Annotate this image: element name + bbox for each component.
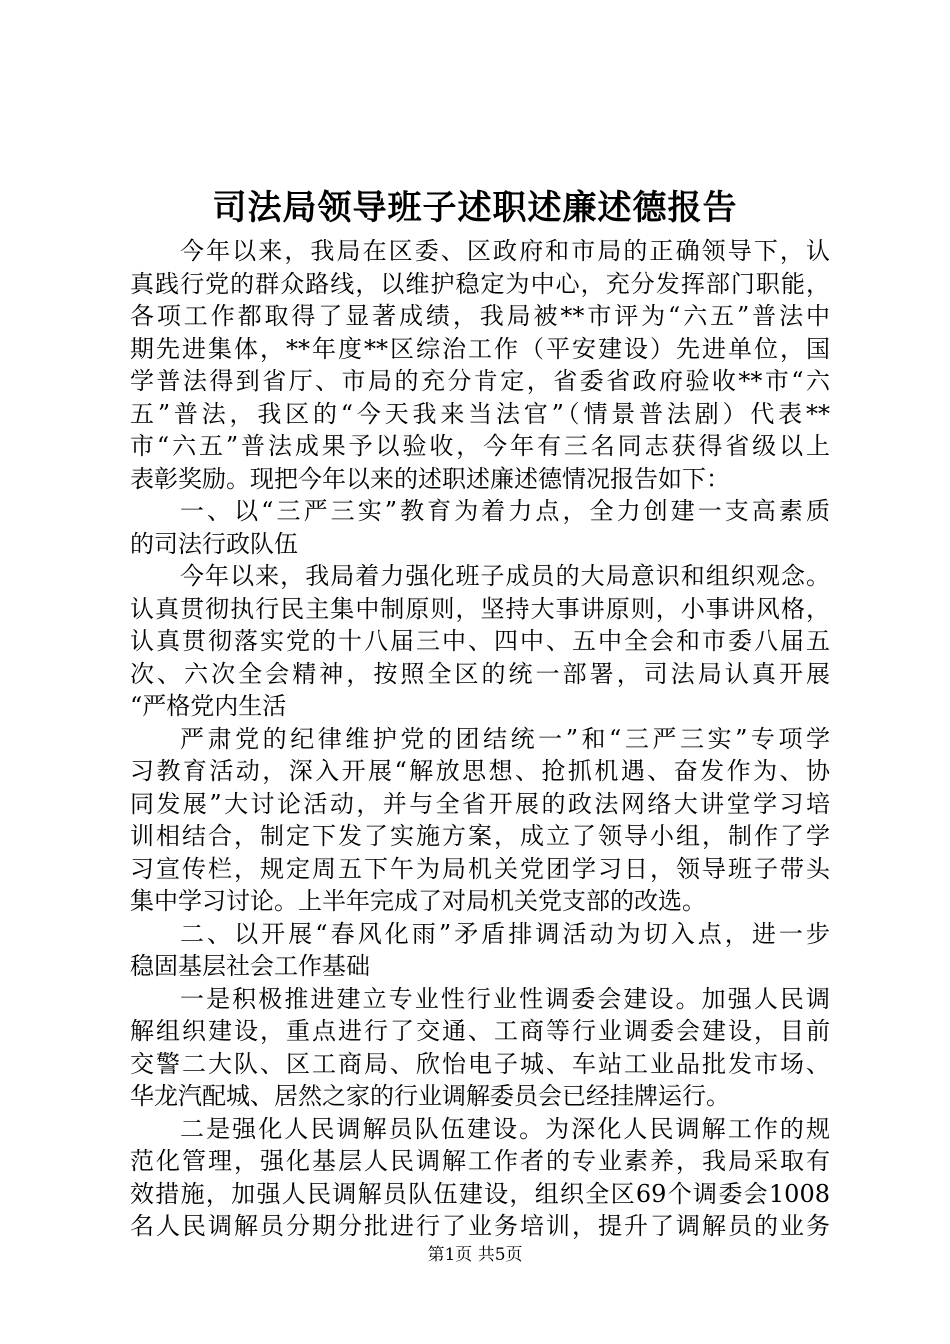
text-line: 范化管理，强化基层人民调解工作者的专业素养，我局采取有 [130, 1147, 830, 1175]
text-line: 今年以来，我局着力强化班子成员的大局意识和组织观念。 [180, 562, 830, 590]
text-line: 市“六五”普法成果予以验收，今年有三名同志获得省级以上 [130, 432, 830, 460]
text-line: 华龙汽配城、居然之家的行业调解委员会已经挂牌运行。 [130, 1082, 730, 1110]
text-line: 习宣传栏，规定周五下午为局机关党团学习日，领导班子带头 [130, 854, 830, 883]
text-line: 一是积极推进建立专业性行业性调委会建设。加强人民调 [180, 984, 830, 1013]
text-line: 习教育活动，深入开展“解放思想、抢抓机遇、奋发作为、协 [130, 757, 830, 785]
text-line: 训相结合，制定下发了实施方案，成立了领导小组，制作了学 [130, 822, 830, 850]
text-line: 五”普法，我区的“今天我来当法官”（情景普法剧）代表** [130, 399, 830, 428]
text-line: 解组织建设，重点进行了交通、工商等行业调委会建设，目前 [130, 1017, 830, 1045]
text-line: 认真贯彻落实党的十八届三中、四中、五中全会和市委八届五 [130, 627, 830, 655]
text-line: 次、六次全会精神，按照全区的统一部署，司法局认真开展 [130, 659, 830, 688]
text-line: 同发展”大讨论活动，并与全省开展的政法网络大讲堂学习培 [130, 789, 830, 818]
text-line: 严肃党的纪律维护党的团结统一”和“三严三实”专项学 [180, 724, 830, 753]
text-line: 集中学习讨论。上半年完成了对局机关党支部的改选。 [130, 887, 706, 915]
section-heading-line: 稳固基层社会工作基础 [130, 952, 370, 980]
text-line: 名人民调解员分期分批进行了业务培训，提升了调解员的业务 [130, 1212, 830, 1240]
text-line: 认真贯彻执行民主集中制原则，坚持大事讲原则，小事讲风格， [130, 594, 830, 623]
text-line: 学普法得到省厅、市局的充分肯定，省委省政府验收**市“六 [130, 367, 830, 395]
text-line: 表彰奖励。现把今年以来的述职述廉述德情况报告如下： [130, 464, 730, 493]
text-line: 今年以来，我局在区委、区政府和市局的正确领导下，认 [180, 237, 830, 265]
text-line: 各项工作都取得了显著成绩，我局被**市评为“六五”普法中 [130, 302, 830, 330]
text-line: 交警二大队、区工商局、欣怡电子城、车站工业品批发市场、 [130, 1049, 830, 1078]
text-line: 期先进集体，**年度**区综治工作（平安建设）先进单位，国 [130, 334, 830, 363]
document-body [130, 235, 830, 1275]
text-line: 真践行党的群众路线，以维护稳定为中心，充分发挥部门职能， [130, 269, 830, 298]
section-heading-line: 二、以开展“春风化雨”矛盾排调活动为切入点，进一步 [180, 919, 830, 948]
text-line: 二是强化人民调解员队伍建设。为深化人民调解工作的规 [180, 1114, 830, 1143]
section-heading-line: 一、以“三严三实”教育为着力点，全力创建一支高素质 [180, 497, 830, 525]
text-line: “严格党内生活 [130, 692, 287, 720]
section-heading-line: 的司法行政队伍 [130, 529, 298, 558]
document-title: 司法局领导班子述职述廉述德报告 [212, 188, 738, 228]
text-line: 效措施，加强人民调解员队伍建设，组织全区69个调委会1008 [130, 1179, 830, 1208]
page-number-footer: 第1页 共5页 [427, 1245, 523, 1265]
